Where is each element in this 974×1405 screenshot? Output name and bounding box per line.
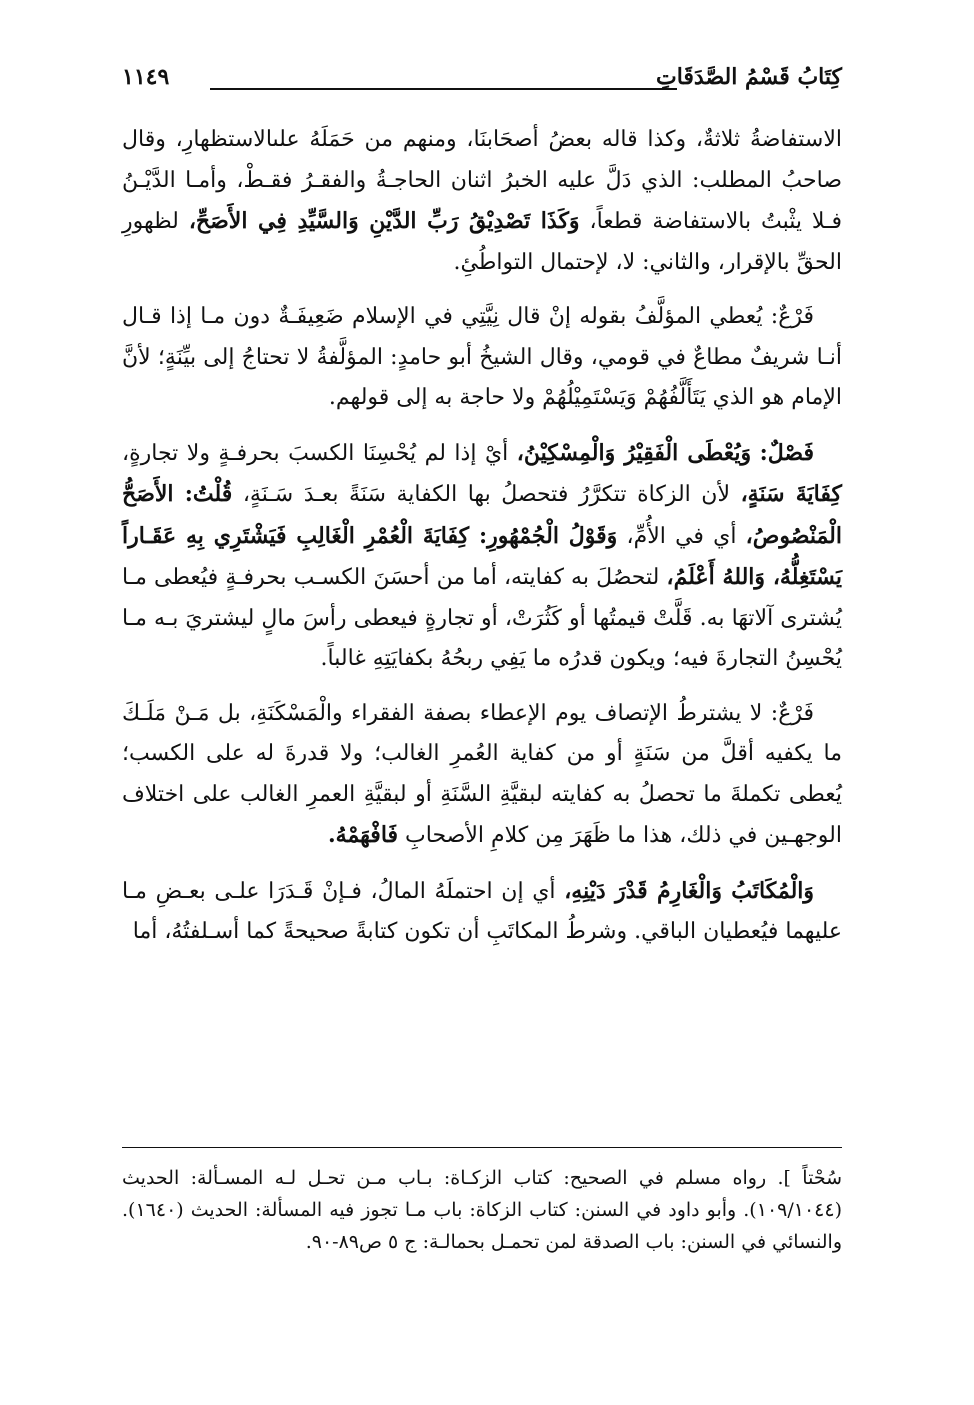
paragraph (122, 120, 842, 283)
page-header (122, 58, 842, 98)
text-run: أي إن احتملَهُ المالُ، فـإنْ قَـدَرَا علـى بعـضِ مـا عليهما فيُعطيان الباقي. وشرطُ المكاتَبِ أن تكون كتابةً صحيحةً كما أسـلفتُهُ، أما (122, 878, 842, 944)
matn-text: قُلْتُ: الأَصَحُّ الْمَنْصُوصُ، (122, 481, 842, 549)
page-number: ١١٤٩ (122, 64, 170, 90)
text-run: أيْ إذا لم يُحْسِنَا الكسبَ بحرفـةٍ ولا تجارةٍ، (122, 440, 509, 466)
footnote-text: سُحْتاً ]. رواه مسلم في الصحيح: كتاب الزكـاة: بـاب مـن تحـل لـه المسـألة: الحديث (١٠٩/١٠٤٤). وأبو داود في السنن: كتاب الزكاة: باب مـا تجوز فيه المسألة: الحديث (١٦٤٠). والنسائي في السنن: باب الصدقة لمن تحمـل بحمالـة: ج ٥ ص٨٩-٩٠. (122, 1167, 842, 1253)
text-run: لأن الزكاة تتكرَّرُ فتحصلُ بها الكفاية سَنَةً بعـدَ سَـنَةٍ، (242, 482, 731, 507)
paragraph (122, 694, 842, 857)
matn-text: وَكَذَا تَصْدِيْقُ رَبِّ الدَّيْنِ وَالسَّيِّدِ فِي الأَصَحِّ، (188, 208, 580, 234)
text-run: لظهورِ الحقِّ بالإقرار، والثاني: لا، لإحتمال التواطُئِ. (122, 209, 842, 275)
text-run: أي في الأُمِّ، (626, 523, 737, 549)
matn-text: وَالْمُكَاتَبُ وَالْغَارِمُ قَدْرَ دَيْنِهِ، (564, 877, 815, 904)
text-run: فَرْعٌ: يُعطي المؤلَّفُ بقوله إنْ قال نِيَّتِي في الإسلام ضَعِيفَـةٌ دون مـا إذا قـال أنـا شريفٌ مطاعٌ في قومي، وقال الشيخُ أبو حامدٍ: المؤلَّفةُ لا تحتاجُ إلى بيِّنَةٍ؛ لأنَّ الإمام هو الذي يَتَأَلَّفُهُمْ وَيَسْتَمِيْلُهُمْ ولا حاجة به إلى قولهم. (122, 304, 842, 410)
text-run: فَرْعٌ: لا يشترطُ الإتصاف يوم الإعطاء بصفة الفقراء والْمَسْكَنَةِ، بل مَـنْ مَلَـكَ ما يكفيه أقلَّ من سَنَةٍ أو من كفاية العُمرِ الغالب؛ ولا قدرةَ له على الكسب؛ يُعطى تكملةَ ما تحصلُ به كفايته لبقيَّةِ السَّنَةِ أو لبقيَّةِ العمرِ الغالب على اختلاف الوجهـين في ذلك، هذا ما ظَهَرَ مِن كلامِ الأصحابِ (122, 700, 842, 848)
chapter-title: كِتَابُ قَسْمُ الصَّدَقَاتِ (655, 64, 842, 90)
text-run: لتحصُلَ به كفايته، أما من أحسَنَ الكسـب بحرفـةٍ فيُعطى مـا يُشترى آلاتهَا به. قَلَّتْ قيمتُها أو كَثُرَتْ، أو تجارةٍ فيعطى رأسَ مالٍ ليشتريَ بـه مـا يُحْسِنُ التجارةَ فيه؛ ويكون قدرُه ما يَفِي ربحُهُ بكفايَتِهِ غالباً. (122, 565, 842, 671)
paragraph (122, 433, 842, 680)
matn-text: كِفَايَةَ سَنَةٍ، (740, 481, 842, 507)
matn-text: فَافْهَمْهُ. (327, 822, 399, 848)
matn-text: وَقَوْلُ الْجُمْهُورِ: كِفَايَةَ الْعُمْرِ الْغَالِبِ فَيَشْتَرِي بِهِ عَقَـاراً يَسْتَغِلُّهُ، وَاللهُ أَعْلَمُ، (122, 522, 843, 590)
section-label: فَصْلٌ: (759, 439, 814, 466)
main-text (122, 120, 842, 967)
matn-text: وَيُعْطَى الْفَقِيْرُ وَالْمِسْكِيْنُ، (516, 439, 752, 466)
text-run: الاستفاضةُ ثلاثةٌ، وكذا قاله بعضُ أصحَابنَا، ومنهم من حَمَلَهُ علىالاستظهارِ، وقال صاحبُ المطلب: الذي دَلَّ عليه الخبرُ اثنان الحاجـةُ والفقـرُ فقـطْ، وأمـا الدَّيْـنُ فـلا يثْبتُ بالاستفاضة قطعاً، (122, 127, 843, 234)
header-rule (210, 88, 677, 90)
paragraph (122, 871, 842, 953)
footnote (122, 1162, 842, 1258)
paragraph (122, 297, 842, 419)
footnote-separator (122, 1147, 842, 1148)
